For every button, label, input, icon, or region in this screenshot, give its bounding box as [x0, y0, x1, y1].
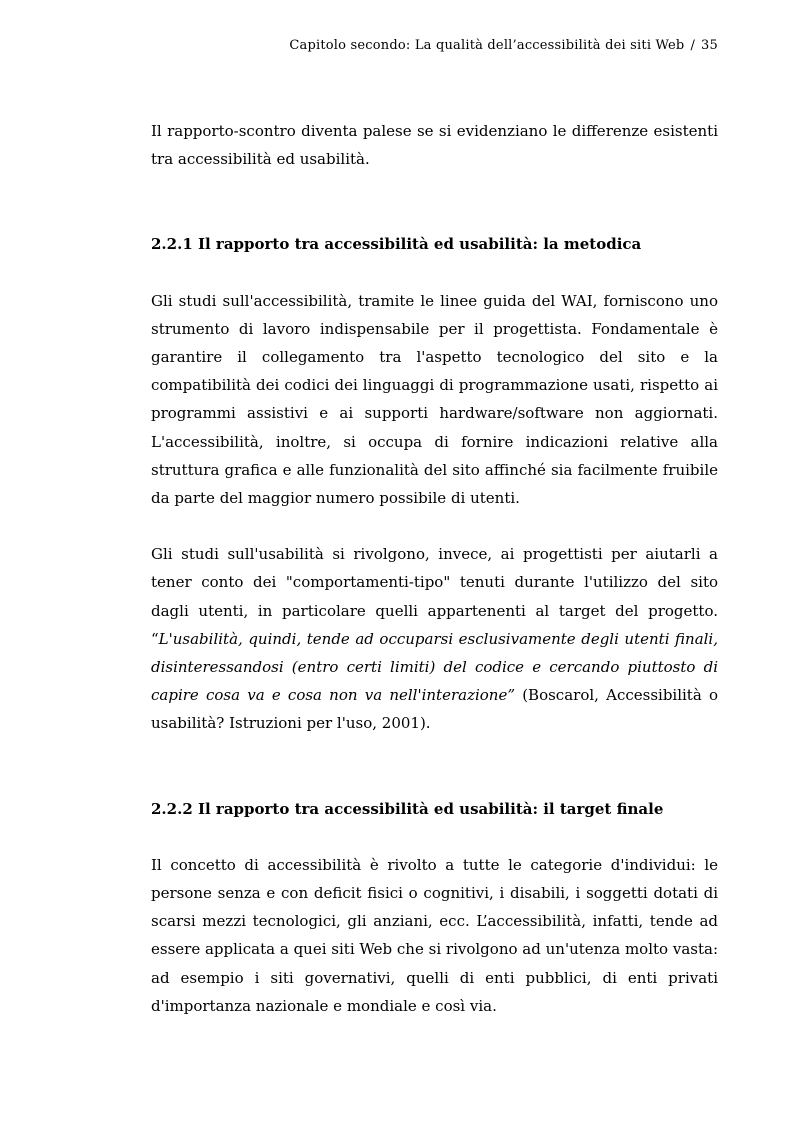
citation: (Boscarol, Accessibilità o usabilità? Istruzioni per l'uso, 2001).: [151, 686, 719, 733]
running-header: [151, 38, 718, 53]
chapter-title: Capitolo secondo: La qualità dell’accessibilità dei siti Web: [289, 38, 685, 53]
header-separator: /: [690, 38, 696, 53]
usability-text: Gli studi sull'usabilità si rivolgono, invece, ai progettisti per aiutarli a tener conto dei "comportamenti-tipo" tenuti durante l'utilizzo del sito dagli utenti, in particolare quelli appartenenti al target del progetto. “: [151, 545, 718, 648]
intro-paragraph: Il rapporto-scontro diventa palese se si evidenziano le differenze esistenti tra accessibilità ed usabilità.: [151, 122, 718, 169]
page-body: [151, 117, 718, 1020]
target-paragraph: Il concetto di accessibilità è rivolto a tutte le categorie d'individui: le persone senza e con deficit fisici o cognitivi, i disabili, i soggetti dotati di scarsi mezzi tecnologici, gli anziani, ecc. L’accessibilità, infatti, tende ad essere applicata a quei siti Web che si rivolgono ad un'utenza molto vasta: ad esempio i siti governativi, quelli di enti pubblici, di enti privati d'importanza nazionale e mondiale e così via.: [151, 855, 718, 1015]
page-number: 35: [701, 38, 718, 53]
boscarol-quote: L'usabilità, quindi, tende ad occuparsi esclusivamente degli utenti finali, disinteressandosi (entro certi limiti) del codice e cercando piuttosto di capire cosa va e cosa non va nell'interazione”: [151, 629, 718, 705]
section-heading-2-2-2: 2.2.2 Il rapporto tra accessibilità ed usabilità: il target finale: [151, 799, 664, 818]
usability-paragraph: [151, 540, 718, 737]
section-heading-2-2-1: 2.2.1 Il rapporto tra accessibilità ed usabilità: la metodica: [151, 235, 642, 254]
accessibility-paragraph: Gli studi sull'accessibilità, tramite le linee guida del WAI, forniscono uno strumento di lavoro indispensabile per il progettista. Fondamentale è garantire il collegamento tra l'aspetto tecnologico del sito e la compatibilità dei codici dei linguaggi di programmazione usati, rispetto ai programmi assistivi e ai supporti hardware/software non aggiornati. L'accessibilità, inoltre, si occupa di fornire indicazioni relative alla struttura grafica e alle funzionalità del sito affinché sia facilmente fruibile da parte del maggior numero possibile di utenti.: [151, 291, 718, 508]
